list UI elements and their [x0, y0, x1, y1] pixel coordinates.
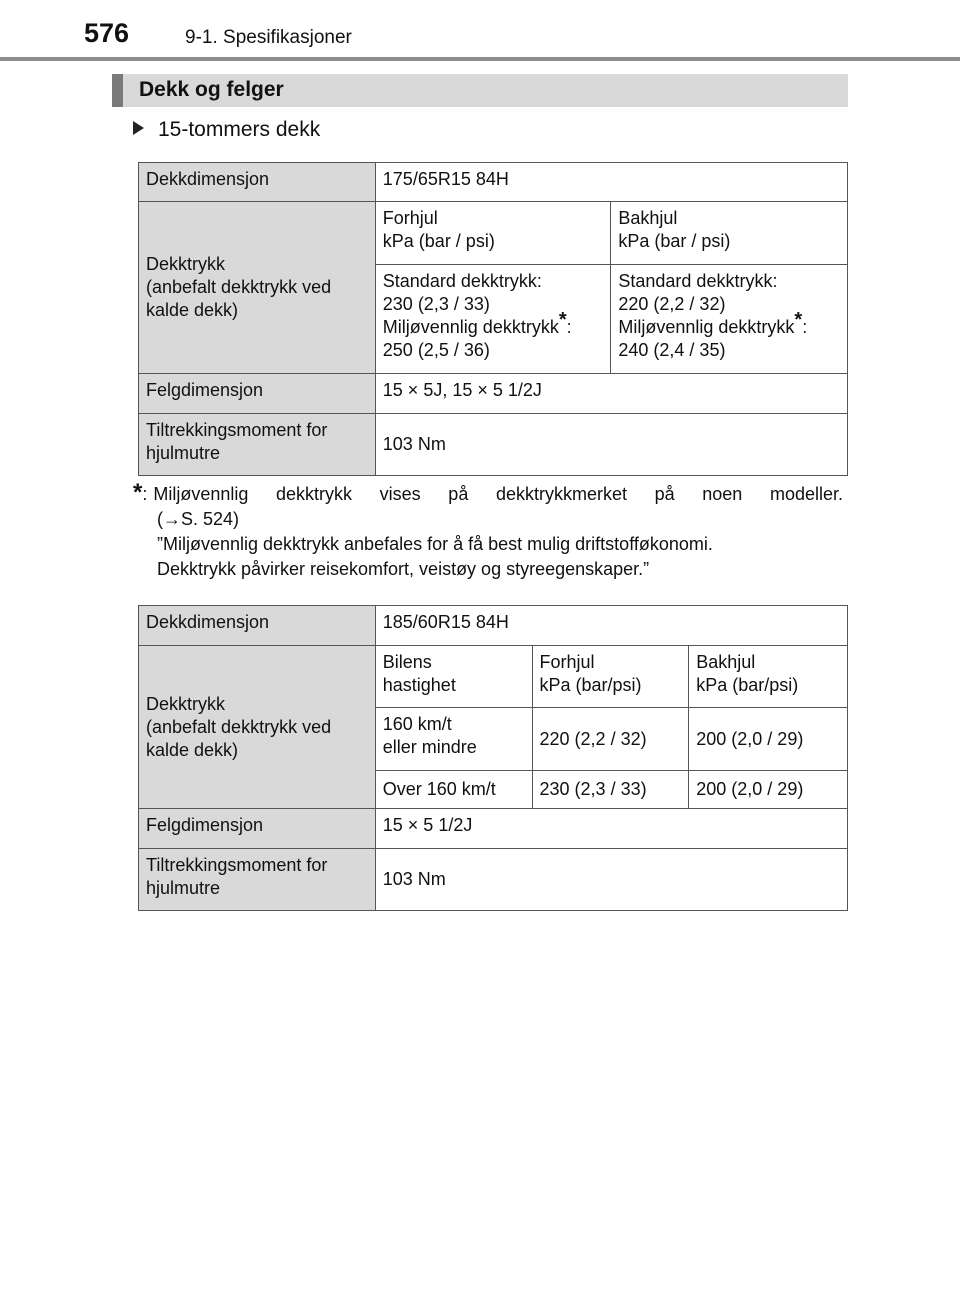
front-wheel-header: Forhjul kPa (bar/psi): [532, 646, 689, 708]
rear-pressure-value: 200 (2,0 / 29): [689, 771, 848, 809]
rear-pressure-values: Standard dekktrykk: 220 (2,2 / 32) Miljøvennlig dekktrykk*: 240 (2,4 / 35): [611, 265, 848, 374]
front-pressure-values: Standard dekktrykk: 230 (2,3 / 33) Miljøvennlig dekktrykk*: 250 (2,5 / 36): [375, 265, 611, 374]
front-wheel-header: Forhjul kPa (bar / psi): [375, 202, 611, 265]
lug-nut-torque-label: Tiltrekkingsmoment for hjulmutre: [139, 414, 376, 476]
footnote: * : Miljøvennlig dekktrykk vises på dekktrykkmerket på noen modeller. (→S. 524) ”Miljøvennlig dekktrykk anbefales for å få best mulig driftstofføkonomi. Dekktrykk påvirker reisekomfort, veistøy og styreegenskaper.”: [133, 482, 843, 582]
table-row: [139, 414, 848, 476]
rear-pressure-value: 200 (2,0 / 29): [689, 708, 848, 771]
tire-spec-table-185: [138, 605, 848, 911]
subsection-heading: [133, 118, 320, 142]
speed-value: Over 160 km/t: [375, 771, 532, 809]
table-row: [139, 849, 848, 911]
table-row: [139, 163, 848, 202]
rear-wheel-header: Bakhjul kPa (bar/psi): [689, 646, 848, 708]
rim-dimension-value: 15 × 5 1/2J: [375, 809, 847, 849]
rim-dimension-value: 15 × 5J, 15 × 5 1/2J: [375, 374, 847, 414]
speed-value: 160 km/t eller mindre: [375, 708, 532, 771]
footnote-quote-line: ”Miljøvennlig dekktrykk anbefales for å få best mulig driftstofføkonomi.: [157, 534, 713, 554]
triangle-bullet-icon: [133, 121, 144, 135]
chapter-title: 9-1. Spesifikasjoner: [185, 27, 352, 48]
tire-pressure-label: Dekktrykk (anbefalt dekktrykk ved kalde dekk): [139, 646, 376, 809]
tire-spec-table-175: [138, 162, 848, 476]
rim-dimension-label: Felgdimensjon: [139, 374, 376, 414]
tire-pressure-label: Dekktrykk (anbefalt dekktrykk ved kalde dekk): [139, 202, 376, 374]
rim-dimension-label: Felgdimensjon: [139, 809, 376, 849]
footnote-marker: *: [133, 479, 143, 506]
lug-nut-torque-value: 103 Nm: [375, 849, 847, 911]
front-pressure-value: 230 (2,3 / 33): [532, 771, 689, 809]
section-heading-bar: [112, 74, 848, 107]
header-divider: [0, 57, 960, 61]
subsection-title: 15-tommers dekk: [158, 118, 321, 141]
tire-dimension-label: Dekkdimensjon: [139, 163, 376, 202]
tire-dimension-value: 175/65R15 84H: [375, 163, 847, 202]
lug-nut-torque-value: 103 Nm: [375, 414, 847, 476]
table-row: [139, 646, 848, 708]
table-row: [139, 606, 848, 646]
tire-dimension-value: 185/60R15 84H: [375, 606, 847, 646]
footnote-text: Miljøvennlig dekktrykk vises på dekktrykkmerket på noen modeller.: [153, 484, 843, 504]
lug-nut-torque-label: Tiltrekkingsmoment for hjulmutre: [139, 849, 376, 911]
vehicle-speed-header: Bilens hastighet: [375, 646, 532, 708]
page-header: [0, 0, 960, 62]
section-title: Dekk og felger: [139, 78, 284, 101]
footnote-quote-line: Dekktrykk påvirker reisekomfort, veistøy og styreegenskaper.”: [157, 559, 650, 579]
tire-dimension-label: Dekkdimensjon: [139, 606, 376, 646]
rear-wheel-header: Bakhjul kPa (bar / psi): [611, 202, 848, 265]
page-number: 576: [84, 18, 130, 48]
front-pressure-value: 220 (2,2 / 32): [532, 708, 689, 771]
table-row: [139, 374, 848, 414]
table-row: [139, 809, 848, 849]
table-row: [139, 202, 848, 265]
footnote-page-reference: (→S. 524): [157, 509, 240, 529]
